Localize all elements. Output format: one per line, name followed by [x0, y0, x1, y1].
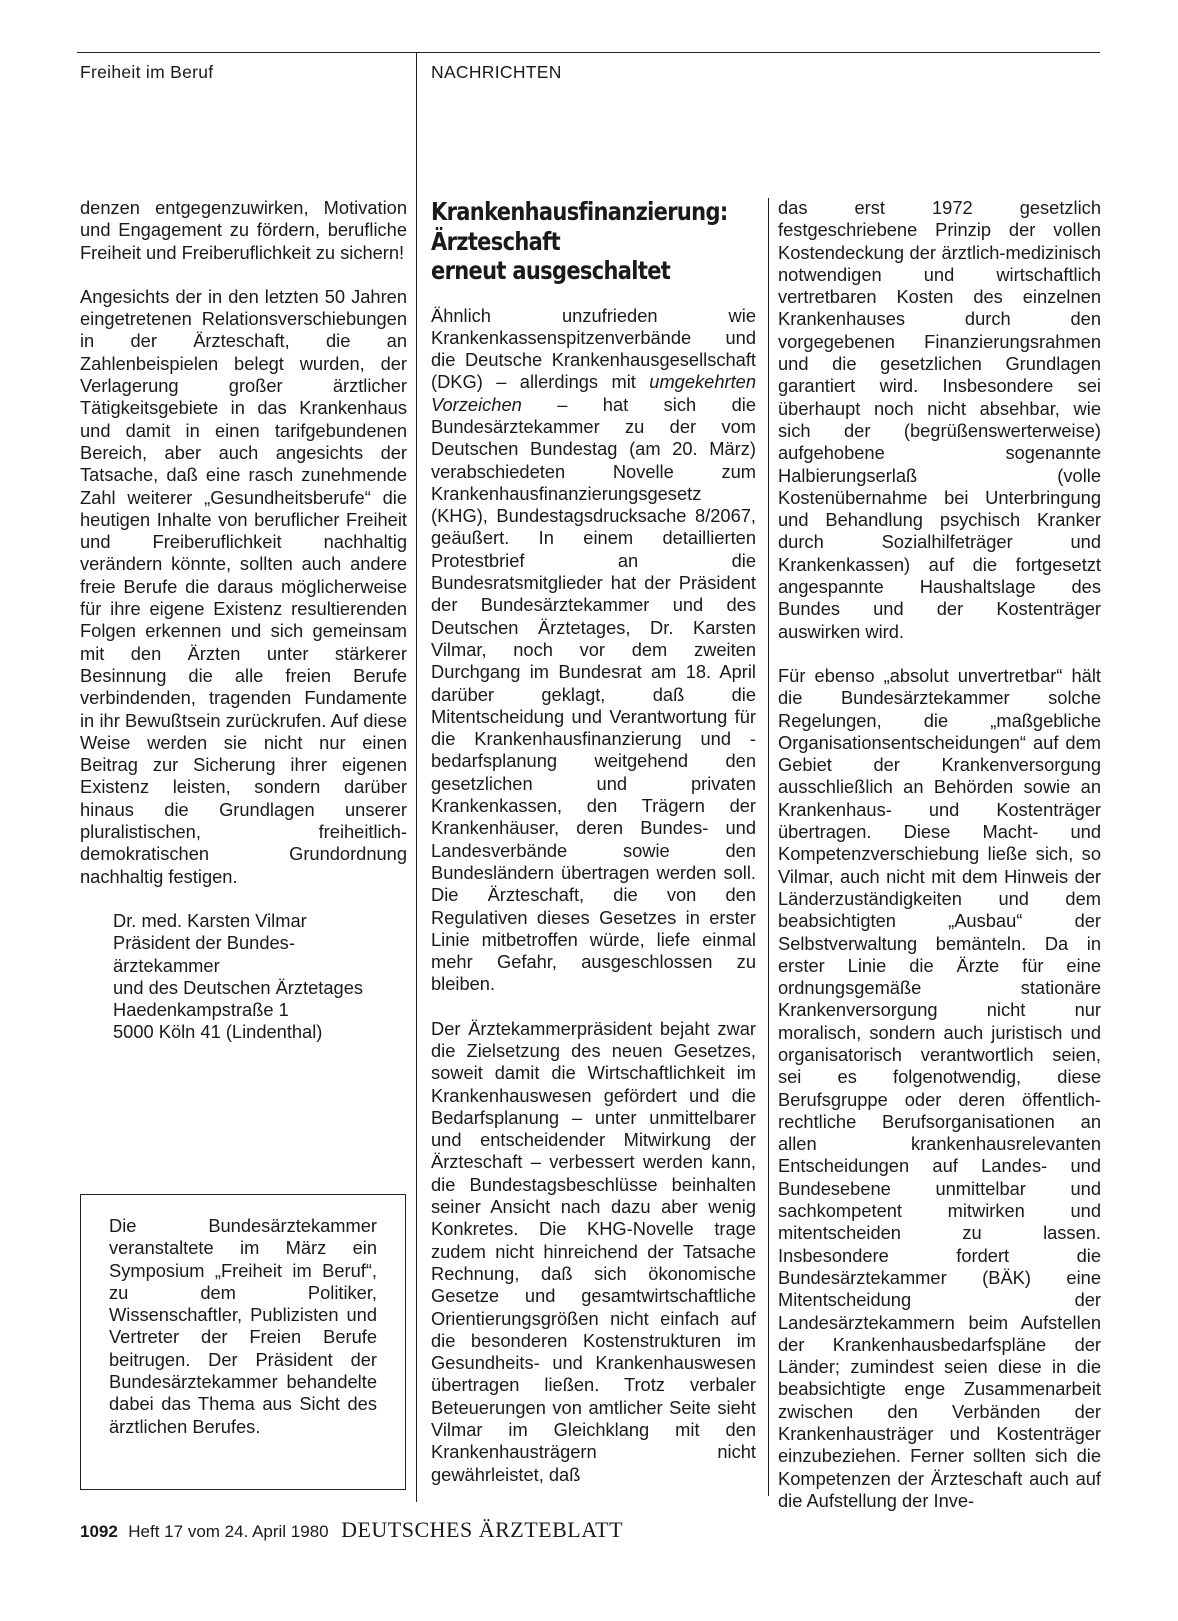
emphasis: umgekehrten Vorzeichen [431, 371, 756, 415]
paragraph: Für ebenso „absolut unvertretbar“ hält die Bundesärztekammer solche Regelungen, die „maßgebliche Organisationsentscheidungen“ auf dem Gebiet der Krankenversorgung ausschließlich an Behörden sowie an Krankenhaus- und Kostenträger übertragen. Diese Macht- und Kompetenzverschiebung ließe sich, so Vilmar, auch nicht mit dem Hinweis der Länderzuständigkeiten und dem beabsichtigten „Ausbau“ der Selbstverwaltung bemänteln. Da in erster Linie die Ärzte für eine ordnungsgemäße stationäre Krankenversorgung nicht nur moralisch, sondern auch juristisch und organisatorisch verantwortlich seien, sei es folgenotwendig, diese Berufsgruppe oder deren öffentlich-rechtliche Berufsorganisationen an allen krankenhausrelevanten Entscheidungen auf Landes- und Bundesebene unmittelbar und sachkompetent mitwirken und mitentscheiden zu lassen. Insbesondere fordert die Bundesärztekammer (BÄK) eine Mitentscheidung der Landesärztekammern beim Aufstellen der Krankenhausbedarfspläne der Länder; zumindest seien diese in die beabsichtigte enge Zusammenarbeit zwischen den Verbänden der Krankenhausträger und Kostenträger einzubeziehen. Ferner sollten sich die Kompetenzen der Ärzteschaft auch auf die Aufstellung der Inve- [778, 664, 1101, 1511]
section-label-right: NACHRICHTEN [431, 62, 562, 82]
page-footer [80, 1517, 623, 1543]
author-title: ärztekammer [113, 954, 220, 976]
headline-line: Ärzteschaft [431, 226, 560, 256]
issue-info: Heft 17 vom 24. April 1980 [128, 1522, 329, 1541]
paragraph-text: Ähnlich unzufrieden wie Krankenkassenspitzenverbände und die Deutsche Krankenhausgesellschaft (DKG) – allerdings mit [431, 304, 756, 393]
paragraph: Der Ärztekammerpräsident bejaht zwar die Zielsetzung des neuen Gesetzes, soweit damit die Wirtschaftlichkeit im Krankenhauswesen gefördert und die Bedarfsplanung – unter unmittelbarer und entscheidender Mitwirkung der Ärzteschaft – verbessert werden kann, die Bundestagsbeschlüsse beinhalten seiner Ansicht nach dazu aber wenig Konkretes. Die KHG-Novelle trage zudem nicht hinreichend der Tatsache Rechnung, daß sich ökonomische Gesetze und gesamtwirtschaftliche Orientierungsgrößen nicht einfach auf die besonderen Kostenstrukturen im Gesundheits- und Krankenhauswesen übertragen ließen. Trotz verbaler Beteuerungen von amtlicher Seite sieht Vilmar im Gleichklang mit den Krankenhausträgern nicht gewährleistet, daß [431, 1017, 756, 1485]
info-box [80, 1194, 406, 1490]
paragraph: denzen entgegenzuwirken, Motivation und Engagement zu fördern, berufliche Freiheit und Freiberuflichkeit zu sichern! [80, 197, 407, 263]
column-right [778, 197, 1101, 1512]
paragraph [431, 305, 756, 996]
author-address: 5000 Köln 41 (Lindenthal) [113, 1021, 323, 1043]
column-middle [431, 197, 756, 1486]
author-title: Präsident der Bundes- [113, 932, 295, 954]
author-address: Haedenkampstraße 1 [113, 999, 289, 1021]
headline-line: erneut ausgeschaltet [431, 256, 671, 285]
column-divider [768, 198, 769, 1496]
page-number: 1092 [80, 1522, 118, 1541]
paragraph: das erst 1972 gesetzlich festgeschriebene Prinzip der vollen Kostendeckung der ärztlich-medizinisch notwendigen und wirtschaftlich vertretbaren Kosten des einzelnen Krankenhauses durch den vorgegebenen Finanzierungsrahmen und die gesetzlichen Grundlagen garantiert wird. Insbesondere sei überhaupt noch nicht absehbar, wie sich der (begrüßenswerterweise) aufgehobene sogenannte Halbierungserlaß (volle Kostenübernahme bei Unterbringung und Behandlung psychisch Kranker durch Sozialhilfeträger und Krankenkassen) auf die fortgesetzt angespannte Haushaltslage des Bundes und der Kostenträger auswirken wird. [778, 197, 1101, 642]
info-box-text: Die Bundesärztekammer veranstaltete im März ein Symposium „Freiheit im Beruf“, zu dem Politiker, Wissenschaftler, Publizisten und Vertreter der Freien Berufe beitrugen. Der Präsident der Bundesärztekammer behandelte dabei das Thema aus Sicht des ärztlichen Berufes. [109, 1215, 377, 1437]
section-label-left: Freiheit im Beruf [80, 62, 214, 82]
headline-line: Krankenhausfinanzierung: [431, 197, 728, 226]
author-signature [113, 910, 407, 1044]
column-left [80, 197, 407, 1044]
author-name: Dr. med. Karsten Vilmar [113, 909, 307, 931]
header-rule [77, 52, 1100, 53]
author-title: und des Deutschen Ärztetages [113, 976, 364, 998]
paragraph: Angesichts der in den letzten 50 Jahren eingetretenen Relationsverschiebungen in der Ärzteschaft, die an Zahlenbeispielen belegt wurden, der Verlagerung großer ärztlicher Tätigkeitsgebiete in das Krankenhaus und damit in einen tarifgebundenen Bereich, aber auch angesichts der Tatsache, daß eine rasch zunehmende Zahl weiterer „Gesundheitsberufe“ die heutigen Inhalte von beruflicher Freiheit und Freiberuflichkeit nachhaltig verändern könnte, sollten auch andere freie Berufe die daraus möglicherweise für ihre eigene Existenz resultierenden Folgen erkennen und sich gemeinsam mit den Ärzten unter stärkerer Besinnung die alle freien Berufe verbindenden, tragenden Fundamente in ihr Bewußtsein zurückrufen. Auf diese Weise werden sie nicht nur einen Beitrag zur Sicherung ihrer eigenen Existenz leisten, sondern darüber hinaus die Grundlagen unserer pluralistischen, freiheitlich-demokratischen Grundordnung nachhaltig festigen. [80, 285, 407, 887]
article-headline [431, 197, 759, 286]
journal-name: DEUTSCHES ÄRZTEBLATT [341, 1517, 624, 1542]
paragraph-text: – hat sich die Bundesärztekammer zu der vom Deutschen Bundestag (am 20. März) verabschiedeten Novelle zum Krankenhausfinanzierungsgesetz (KHG), Bundestagsdrucksache 8/2067, geäußert. In einem detaillierten Protestbrief an die Bundesratsmitglieder hat der Präsident der Bundesärztekammer und des Deutschen Ärztetages, Dr. Karsten Vilmar, noch vor dem zweiten Durchgang im Bundesrat am 18. April darüber geklagt, daß die Mitentscheidung und Verantwortung für die Krankenhausfinanzierung und -bedarfsplanung weitgehend den gesetzlichen und privaten Krankenkassen, den Trägern der Krankenhäuser, deren Bundes- und Landesverbände sowie den Bundesländern übertragen werden soll. Die Ärzteschaft, die von den Regulativen dieses Gesetzes in erster Linie mitbetroffen würde, liefe einmal mehr Gefahr, ausgeschlossen zu bleiben. [431, 393, 756, 995]
section-divider [416, 52, 417, 1502]
